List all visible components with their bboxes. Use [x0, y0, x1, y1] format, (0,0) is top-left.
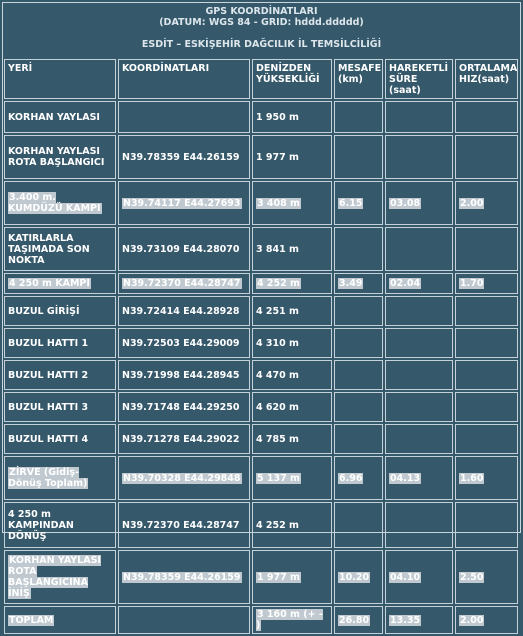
cell-place	[4, 328, 116, 358]
cell-coordinates	[118, 424, 250, 454]
column-header-distance: MESAFE (km)	[334, 59, 383, 99]
table-row	[4, 227, 518, 271]
column-header-place: YERİ	[4, 59, 116, 99]
cell-altitude	[252, 227, 332, 271]
cell-altitude	[252, 328, 332, 358]
cell-moving-time	[385, 273, 453, 294]
cell-coordinates-text: N39.74117 E44.27693	[123, 197, 241, 209]
cell-distance	[334, 296, 383, 326]
cell-coordinates	[118, 181, 250, 225]
cell-average-speed-text: 2.50	[460, 571, 484, 583]
cell-place-text: TOPLAM	[9, 614, 54, 626]
cell-moving-time	[385, 181, 453, 225]
cell-coordinates-text: N39.73109 E44.28070	[122, 243, 240, 255]
cell-place-text: KORHAN YAYLASI ROTA BAŞLANGICINA İNİŞ	[8, 555, 101, 599]
cell-place	[4, 550, 116, 604]
cell-distance	[334, 360, 383, 390]
cell-place-text: KORHAN YAYLASI ROTA BAŞLANGICI	[8, 146, 105, 168]
cell-average-speed-text: 2.00	[460, 197, 484, 209]
cell-average-speed	[455, 296, 518, 326]
coordinates-table	[2, 57, 520, 636]
cell-average-speed	[455, 227, 518, 271]
cell-place-text: 4 250 m KAMPI	[9, 278, 90, 289]
cell-place	[4, 456, 116, 500]
table-row	[4, 392, 518, 422]
cell-average-speed	[455, 273, 518, 294]
header-datum: (DATUM: WGS 84 - GRID: hddd.ddddd)	[159, 17, 364, 28]
cell-moving-time	[385, 101, 453, 133]
table-row	[4, 101, 518, 133]
table-row	[4, 296, 518, 326]
cell-average-speed	[455, 550, 518, 604]
cell-altitude-text: 4 251 m	[256, 305, 299, 317]
cell-place-text: 3.400 m. KUMDÜZÜ KAMPI	[8, 192, 101, 214]
cell-moving-time	[385, 227, 453, 271]
cell-moving-time	[385, 502, 453, 548]
cell-coordinates	[118, 502, 250, 548]
cell-place	[4, 101, 116, 133]
cell-average-speed	[455, 360, 518, 390]
cell-moving-time-text: 04.10	[390, 571, 421, 583]
cell-moving-time	[385, 328, 453, 358]
cell-altitude	[252, 296, 332, 326]
cell-place	[4, 360, 116, 390]
cell-average-speed	[455, 135, 518, 179]
column-header-moving-time: HAREKETLİ SÜRE (saat)	[385, 59, 453, 99]
cell-distance	[334, 456, 383, 500]
cell-coordinates-text: N39.78359 E44.26159	[122, 151, 240, 163]
cell-average-speed	[455, 456, 518, 500]
cell-place-text: BUZUL HATTI 3	[8, 401, 89, 413]
cell-moving-time	[385, 392, 453, 422]
table-row	[4, 181, 518, 225]
cell-place	[4, 296, 116, 326]
cell-coordinates	[118, 135, 250, 179]
cell-distance	[334, 424, 383, 454]
table-row	[4, 135, 518, 179]
cell-altitude	[252, 101, 332, 133]
cell-distance-text: 26.80	[339, 614, 370, 626]
header-organization: ESDİT – ESKİŞEHİR DAĞCILIK İL TEMSİLCİLİĞİ	[141, 39, 382, 50]
cell-altitude	[252, 181, 332, 225]
column-header-average-speed: ORTALAMA HIZ(saat)	[455, 59, 518, 99]
cell-coordinates	[118, 273, 250, 294]
cell-place	[4, 227, 116, 271]
cell-coordinates	[118, 456, 250, 500]
cell-coordinates	[118, 606, 250, 634]
cell-moving-time	[385, 296, 453, 326]
cell-place-text: KORHAN YAYLASI	[8, 111, 100, 123]
cell-altitude	[252, 273, 332, 294]
cell-altitude-text: 4 470 m	[256, 369, 299, 381]
cell-place-text: KATIRLARLA TAŞIMADA SON NOKTA	[8, 232, 90, 266]
column-header-coordinates: KOORDİNATLARI	[118, 59, 250, 99]
table-row	[4, 606, 518, 634]
cell-distance-text: 6.96	[339, 472, 363, 484]
cell-altitude-text: 5 137 m	[257, 472, 300, 484]
cell-moving-time-text: 13.35	[390, 614, 421, 626]
cell-coordinates-text: N39.72503 E44.29009	[122, 337, 240, 349]
cell-average-speed	[455, 181, 518, 225]
table-row	[4, 273, 518, 294]
cell-moving-time-text: 03.08	[390, 197, 421, 209]
cell-distance-text: 6.15	[339, 197, 363, 209]
cell-distance-text: 3.49	[339, 278, 363, 289]
cell-altitude	[252, 424, 332, 454]
cell-average-speed	[455, 328, 518, 358]
cell-coordinates	[118, 227, 250, 271]
cell-distance-text: 10.20	[339, 571, 370, 583]
cell-place	[4, 273, 116, 294]
table-row	[4, 456, 518, 500]
cell-altitude	[252, 606, 332, 634]
cell-average-speed	[455, 101, 518, 133]
cell-coordinates-text: N39.72370 E44.28747	[123, 278, 241, 289]
cell-moving-time	[385, 135, 453, 179]
cell-distance	[334, 227, 383, 271]
cell-coordinates-text: N39.70328 E44.29848	[123, 472, 241, 484]
page-header	[3, 3, 520, 55]
cell-altitude-text: 4 620 m	[256, 401, 299, 413]
cell-distance	[334, 606, 383, 634]
cell-coordinates	[118, 296, 250, 326]
cell-place-text: BUZUL HATTI 4	[8, 433, 89, 445]
cell-distance	[334, 101, 383, 133]
cell-place	[4, 181, 116, 225]
cell-distance	[334, 550, 383, 604]
cell-moving-time	[385, 360, 453, 390]
cell-place	[4, 392, 116, 422]
cell-place	[4, 424, 116, 454]
cell-average-speed-text: 1.60	[460, 472, 484, 484]
cell-place-text: BUZUL GİRİŞİ	[8, 305, 80, 317]
cell-altitude-text: 1 977 m	[257, 571, 300, 583]
cell-average-speed	[455, 392, 518, 422]
cell-coordinates-text: N39.71278 E44.29022	[122, 433, 240, 445]
cell-average-speed	[455, 606, 518, 634]
cell-coordinates	[118, 360, 250, 390]
cell-altitude-text: 4 785 m	[256, 433, 299, 445]
cell-distance	[334, 502, 383, 548]
cell-altitude-text: 3 841 m	[256, 243, 299, 255]
cell-coordinates	[118, 101, 250, 133]
cell-moving-time	[385, 606, 453, 634]
cell-average-speed-text: 2.00	[460, 614, 484, 626]
cell-coordinates-text: N39.71748 E44.29250	[122, 401, 240, 413]
cell-distance	[334, 328, 383, 358]
table-row	[4, 550, 518, 604]
table-row	[4, 360, 518, 390]
cell-coordinates	[118, 550, 250, 604]
cell-distance	[334, 181, 383, 225]
cell-place	[4, 502, 116, 548]
cell-coordinates-text: N39.72370 E44.28747	[122, 519, 240, 531]
cell-average-speed	[455, 424, 518, 454]
cell-place-text: BUZUL HATTI 2	[8, 369, 89, 381]
cell-moving-time-text: 02.04	[390, 278, 421, 289]
cell-place-text: 4 250 m KAMPINDAN DÖNÜŞ	[8, 508, 74, 542]
cell-moving-time-text: 04.13	[390, 472, 421, 484]
header-title: GPS KOORDİNATLARI	[205, 6, 318, 17]
cell-average-speed	[455, 502, 518, 548]
table-header-row	[4, 59, 518, 99]
cell-altitude	[252, 502, 332, 548]
cell-altitude	[252, 392, 332, 422]
cell-distance	[334, 135, 383, 179]
cell-moving-time	[385, 424, 453, 454]
table-row	[4, 502, 518, 548]
cell-place	[4, 606, 116, 634]
cell-altitude-text: 3 160 m (+ - )	[256, 609, 323, 631]
cell-altitude-text: 1 977 m	[256, 151, 299, 163]
cell-altitude-text: 4 252 m	[256, 519, 299, 531]
cell-coordinates	[118, 328, 250, 358]
cell-coordinates-text: N39.78359 E44.26159	[123, 571, 241, 583]
cell-place-text: BUZUL HATTI 1	[8, 337, 89, 349]
cell-coordinates	[118, 392, 250, 422]
cell-moving-time	[385, 456, 453, 500]
cell-altitude-text: 3 408 m	[257, 197, 300, 209]
cell-altitude-text: 4 310 m	[256, 337, 299, 349]
cell-altitude-text: 1 950 m	[256, 111, 299, 123]
cell-altitude	[252, 456, 332, 500]
cell-distance	[334, 273, 383, 294]
column-header-altitude: DENİZDEN YÜKSEKLİĞİ	[252, 59, 332, 99]
cell-coordinates-text: N39.72414 E44.28928	[122, 305, 240, 317]
cell-altitude	[252, 550, 332, 604]
cell-moving-time	[385, 550, 453, 604]
cell-altitude	[252, 360, 332, 390]
cell-altitude	[252, 135, 332, 179]
table-row	[4, 424, 518, 454]
cell-average-speed-text: 1.70	[460, 278, 484, 289]
cell-coordinates-text: N39.71998 E44.28945	[122, 369, 240, 381]
cell-distance	[334, 392, 383, 422]
table-row	[4, 328, 518, 358]
cell-place-text: ZİRVE (Gidiş-Dönüş Toplam)	[8, 467, 88, 489]
cell-place	[4, 135, 116, 179]
cell-altitude-text: 4 252 m	[257, 278, 300, 289]
